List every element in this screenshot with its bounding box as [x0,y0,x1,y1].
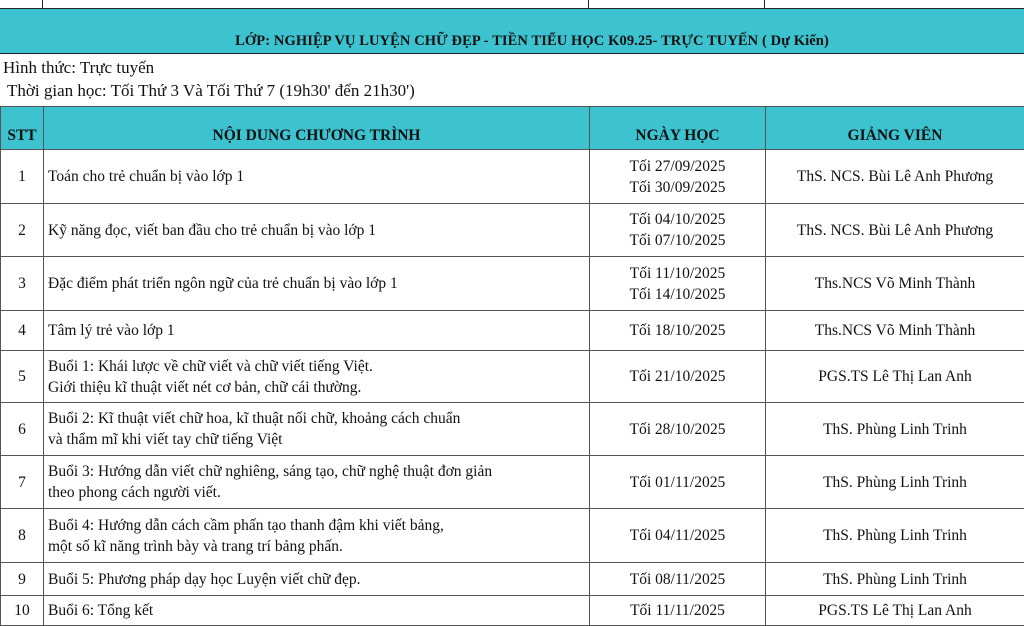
row-teacher: Ths.NCS Võ Minh Thành [766,311,1024,351]
date-line: Tối 08/11/2025 [591,569,764,590]
row-content [44,204,590,257]
row-teacher: PGS.TS Lê Thị Lan Anh [766,596,1024,626]
date-line: Tối 04/10/2025 [591,209,764,230]
row-dates [590,596,766,626]
row-teacher: ThS. NCS. Bùi Lê Anh Phương [766,150,1024,204]
study-time: Thời gian học: Tối Thứ 3 Và Tối Thứ 7 (19h30' đến 21h30') [7,81,415,101]
row-teacher: ThS. Phùng Linh Trinh [766,563,1024,596]
row-stt: 10 [1,596,44,626]
row-content [44,311,590,351]
table-row [1,596,1024,626]
content-line: Tâm lý trẻ vào lớp 1 [48,320,588,341]
row-content [44,563,590,596]
row-dates [590,456,766,509]
row-teacher: ThS. Phùng Linh Trinh [766,509,1024,563]
date-line: Tối 14/10/2025 [591,284,764,305]
column-divider [588,0,589,8]
table-row [1,204,1024,257]
row-stt: 9 [1,563,44,596]
table-row [1,351,1024,403]
row-teacher: ThS. Phùng Linh Trinh [766,403,1024,456]
row-content [44,596,590,626]
content-line: Kỹ năng đọc, viết ban đầu cho trẻ chuẩn bị vào lớp 1 [48,220,588,241]
date-line: Tối 18/10/2025 [591,320,764,341]
row-stt: 5 [1,351,44,403]
header-date: NGÀY HỌC [590,107,766,150]
table-row [1,257,1024,311]
row-dates [590,403,766,456]
row-teacher: Ths.NCS Võ Minh Thành [766,257,1024,311]
date-line: Tối 11/10/2025 [591,263,764,284]
row-stt: 8 [1,509,44,563]
row-dates [590,563,766,596]
title-banner [0,8,1024,54]
date-line: Tối 21/10/2025 [591,366,764,387]
row-dates [590,311,766,351]
row-content [44,456,590,509]
schedule-table [0,106,1024,626]
row-dates [590,150,766,204]
row-content [44,150,590,204]
row-content [44,509,590,563]
row-content [44,403,590,456]
content-line: Buổi 2: Kĩ thuật viết chữ hoa, kĩ thuật nối chữ, khoảng cách chuẩn [48,408,588,429]
row-content [44,351,590,403]
course-title: LỚP: NGHIỆP VỤ LUYỆN CHỮ ĐẸP - TIỀN TIỂU HỌC K09.25- TRỰC TUYẾN ( Dự Kiến) [40,33,1024,50]
row-dates [590,351,766,403]
row-stt: 3 [1,257,44,311]
row-stt: 4 [1,311,44,351]
row-dates [590,257,766,311]
row-stt: 2 [1,204,44,257]
date-line: Tối 07/10/2025 [591,230,764,251]
date-line: Tối 30/09/2025 [591,177,764,198]
row-teacher: ThS. NCS. Bùi Lê Anh Phương [766,204,1024,257]
content-line: theo phong cách người viết. [48,482,588,503]
row-dates [590,204,766,257]
header-content: NỘI DUNG CHƯƠNG TRÌNH [44,107,590,150]
content-line: Giới thiệu kĩ thuật viết nét cơ bản, chữ cái thường. [48,377,588,398]
content-line: Buổi 5: Phương pháp dạy học Luyện viết chữ đẹp. [48,569,588,590]
table-body [1,150,1024,626]
date-line: Tối 11/11/2025 [591,600,764,621]
date-line: Tối 28/10/2025 [591,419,764,440]
table-row [1,563,1024,596]
table-header-row [1,107,1024,150]
content-line: Buổi 1: Khái lược về chữ viết và chữ viết tiếng Việt. [48,356,588,377]
header-stt: STT [1,107,44,150]
row-teacher: PGS.TS Lê Thị Lan Anh [766,351,1024,403]
table-row [1,456,1024,509]
row-dates [590,509,766,563]
content-line: Buổi 3: Hướng dẫn viết chữ nghiêng, sáng tạo, chữ nghệ thuật đơn giản [48,461,588,482]
content-line: một số kĩ năng trình bày và trang trí bảng phấn. [48,536,588,557]
date-line: Tối 27/09/2025 [591,156,764,177]
row-content [44,257,590,311]
table-row [1,509,1024,563]
study-format: Hình thức: Trực tuyến [3,58,154,78]
content-line: Buổi 6: Tổng kết [48,600,588,621]
date-line: Tối 04/11/2025 [591,525,764,546]
content-line: Buổi 4: Hướng dẫn cách cầm phấn tạo thanh đậm khi viết bảng, [48,515,588,536]
header-teacher: GIẢNG VIÊN [766,107,1024,150]
table-row [1,150,1024,204]
row-stt: 6 [1,403,44,456]
table-row [1,311,1024,351]
column-divider [764,0,765,8]
top-strip [0,0,1024,8]
row-teacher: ThS. Phùng Linh Trinh [766,456,1024,509]
row-stt: 7 [1,456,44,509]
content-line: Toán cho trẻ chuẩn bị vào lớp 1 [48,166,588,187]
table-row [1,403,1024,456]
content-line: và thẩm mĩ khi viết tay chữ tiếng Việt [48,429,588,450]
content-line: Đặc điểm phát triển ngôn ngữ của trẻ chuẩn bị vào lớp 1 [48,273,588,294]
row-stt: 1 [1,150,44,204]
column-divider [42,0,43,8]
date-line: Tối 01/11/2025 [591,472,764,493]
